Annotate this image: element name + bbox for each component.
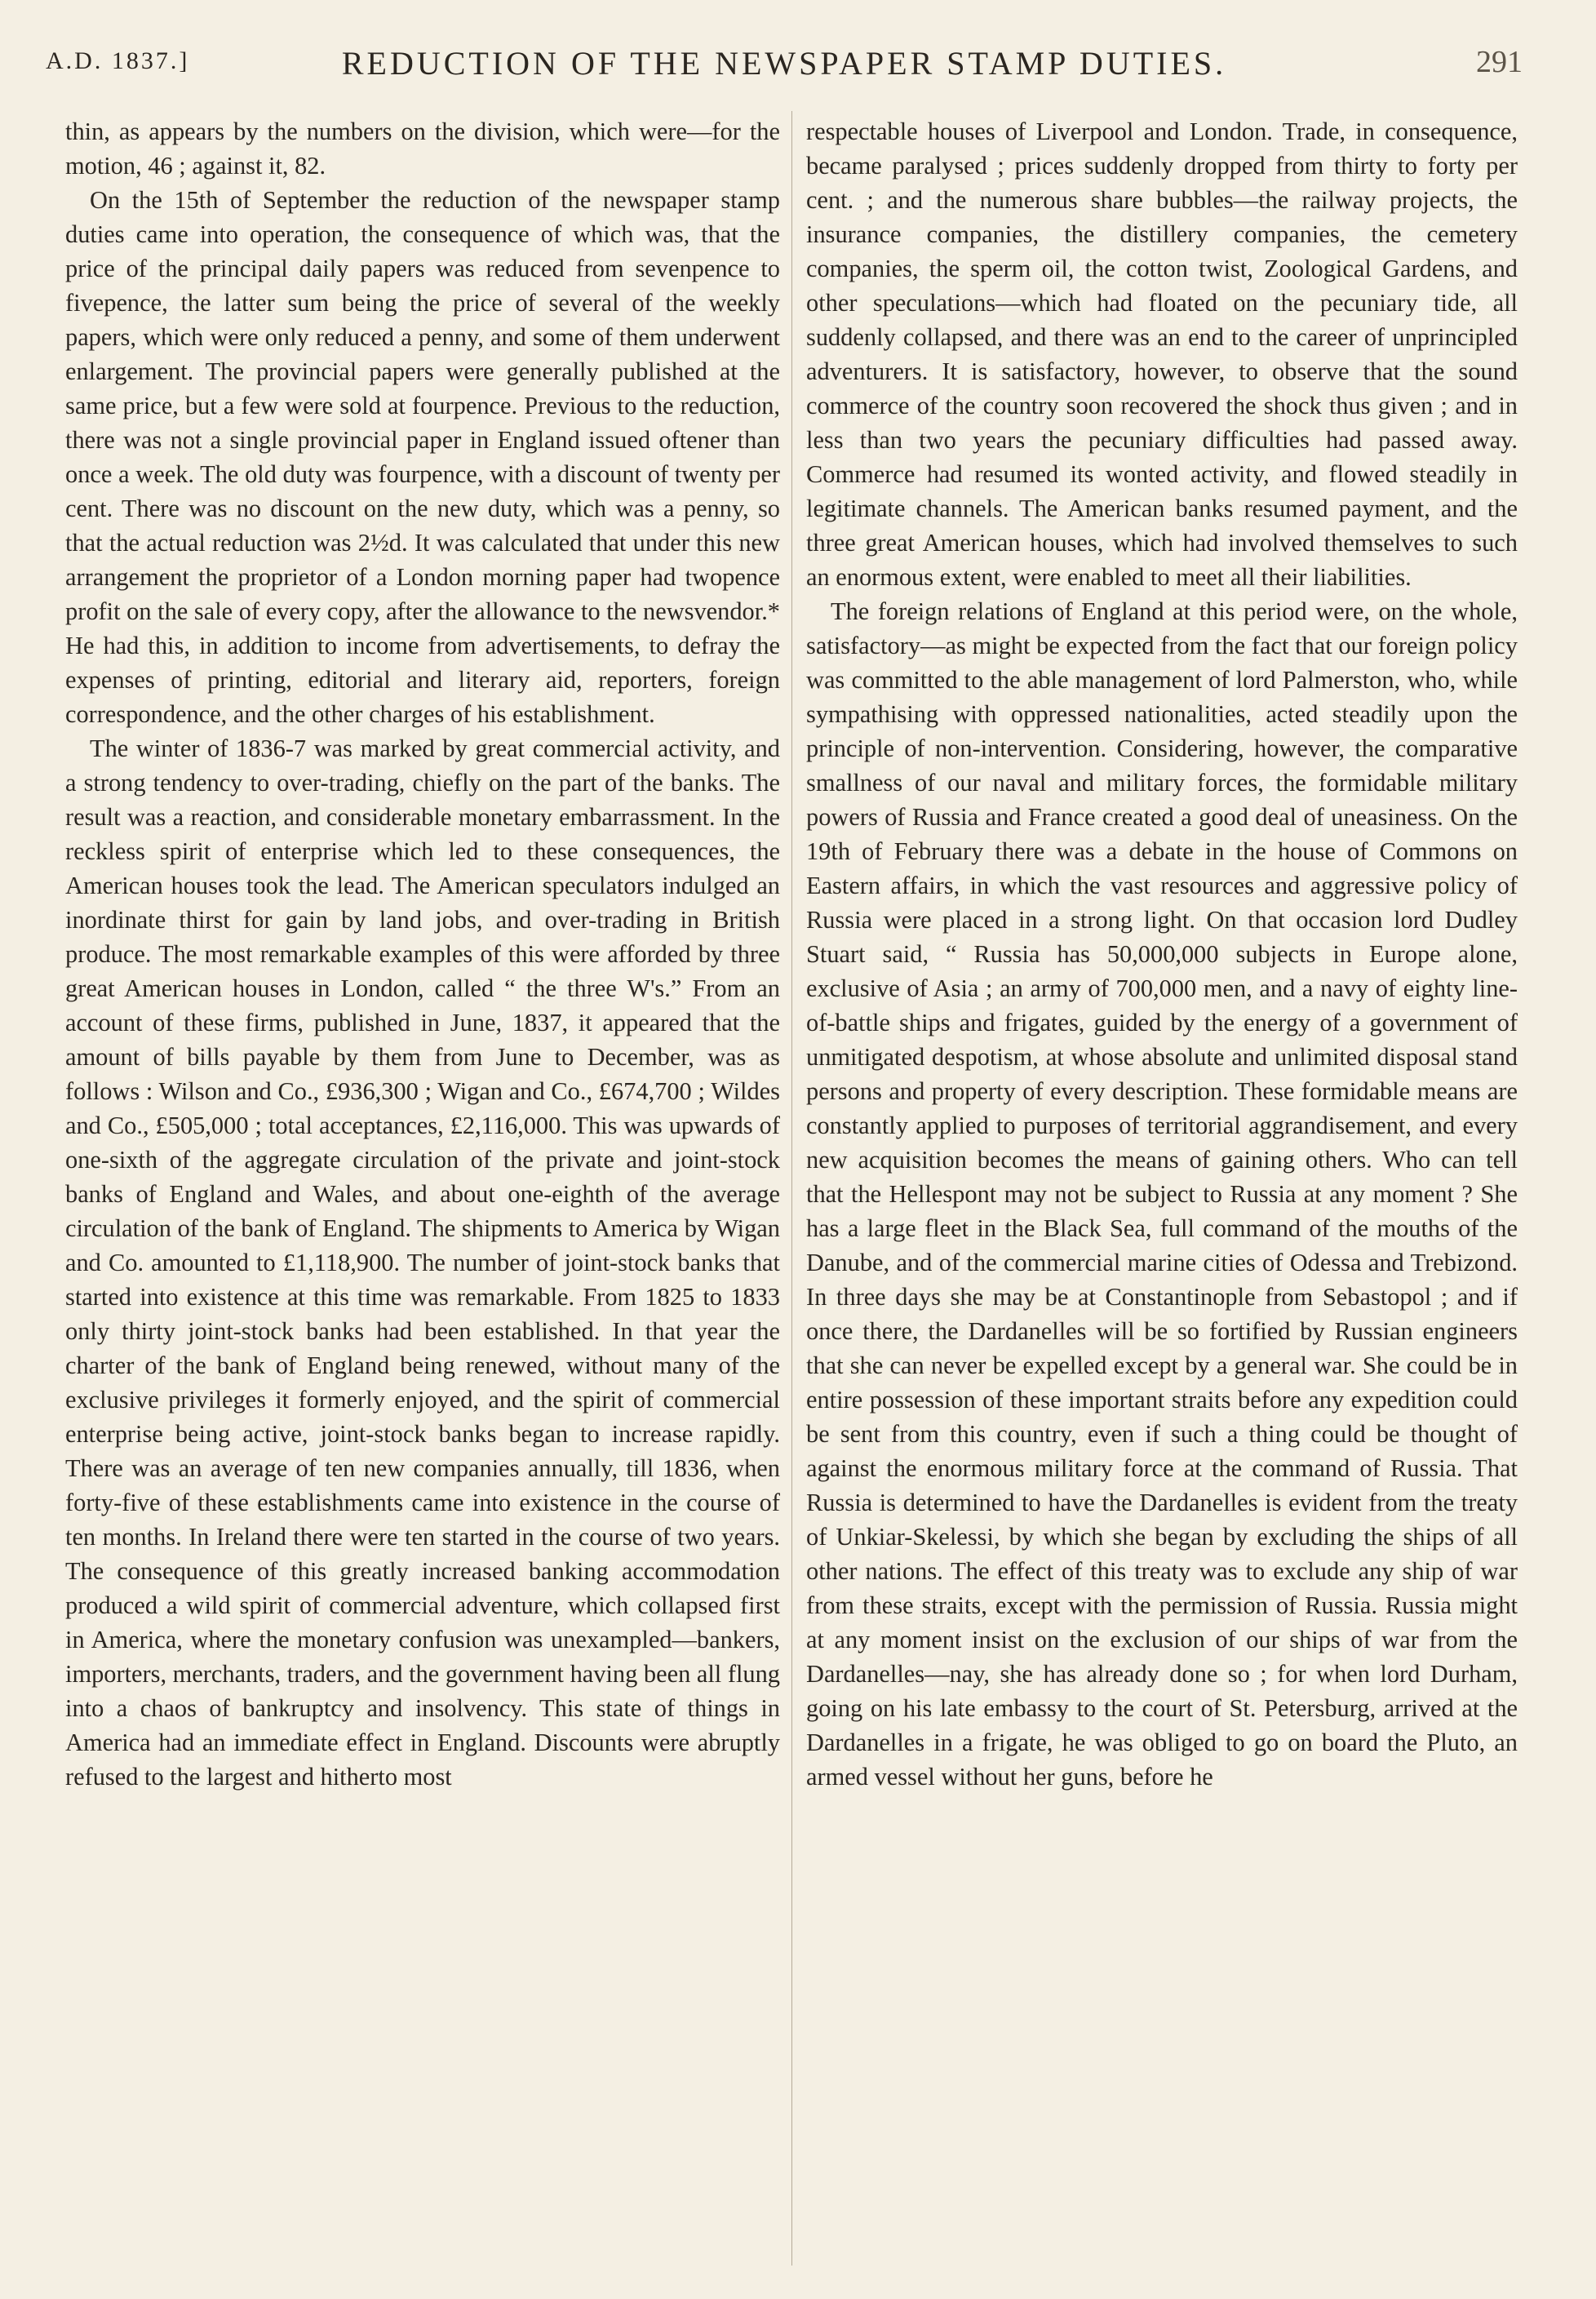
- running-header: [46, 47, 1523, 90]
- page-title: REDUCTION OF THE NEWSPAPER STAMP DUTIES.: [341, 45, 1227, 82]
- paragraph: The winter of 1836-7 was marked by great commercial activity, and a strong tendency to over-trading, chiefly on the part of the banks. The result was a reaction, and considerable monetary embarrassment. In the reckless spirit of enterprise which led to these consequences, the American houses took the lead. The American speculators indulged an inordinate thirst for gain by land jobs, and over-trading in British produce. The most remarkable examples of this were afforded by three great American houses in London, called “ the three W's.” From an account of these firms, published in June, 1837, it appeared that the amount of bills payable by them from June to December, was as follows : Wilson and Co., £936,300 ; Wigan and Co., £674,700 ; Wildes and Co., £505,000 ; total acceptances, £2,116,000. This was upwards of one-sixth of the aggregate circulation of the private and joint-stock banks of England and Wales, and about one-eighth of the average circulation of the bank of England. The shipments to America by Wigan and Co. amounted to £1,118,900. The number of joint-stock banks that started into existence at this time was remarkable. From 1825 to 1833 only thirty joint-stock banks had been established. In that year the charter of the bank of England being renewed, without many of the exclusive privileges it formerly enjoyed, and the spirit of commercial enterprise being active, joint-stock banks began to increase rapidly. There was an average of ten new companies annually, till 1836, when forty-five of these establishments came into existence in the course of ten months. In Ireland there were ten started in the course of two years. The consequence of this greatly increased banking accommodation produced a wild spirit of commercial adventure, which collapsed first in America, where the monetary confusion was unexampled—bankers, importers, merchants, traders, and the government having been all flung into a chaos of bankruptcy and insolvency. This state of things in America had an immediate effect in England. Discounts were abruptly refused to the largest and hitherto most: [65, 735, 780, 1791]
- left-column: [65, 114, 780, 1794]
- right-column: [806, 114, 1518, 1794]
- column-divider: [791, 111, 792, 2266]
- paragraph: respectable houses of Liverpool and London. Trade, in consequence, became paralysed ; prices suddenly dropped from thirty to forty per cent. ; and the numerous share bubbles—the railway projects, the insurance companies, the distillery companies, the cemetery companies, the sperm oil, the cotton twist, Zoological Gardens, and other speculations—which had floated on the pecuniary tide, all suddenly collapsed, and there was an end to the career of unprincipled adventurers. It is satisfactory, however, to observe that the sound commerce of the country soon recovered the shock thus given ; and in less than two years the pecuniary difficulties had passed away. Commerce had resumed its wonted activity, and flowed steadily in legitimate channels. The American banks resumed payment, and the three great American houses, which had involved themselves to such an enormous extent, were enabled to meet all their liabilities.: [806, 118, 1518, 591]
- page-number: 291: [1476, 45, 1523, 79]
- header-date: A.D. 1837.]: [46, 47, 190, 74]
- paragraph: The foreign relations of England at this period were, on the whole, satisfactory—as might be expected from the fact that our foreign policy was committed to the able management of lord Palmerston, who, while sympathising with oppressed nationalities, acted steadily upon the principle of non-intervention. Considering, however, the comparative smallness of our naval and military forces, the formidable military powers of Russia and France created a good deal of uneasiness. On the 19th of February there was a debate in the house of Commons on Eastern affairs, in which the vast resources and aggressive policy of Russia were placed in a strong light. On that occasion lord Dudley Stuart said, “ Russia has 50,000,000 subjects in Europe alone, exclusive of Asia ; an army of 700,000 men, and a navy of eighty line-of-battle ships and frigates, guided by the energy of a government of unmitigated despotism, at whose absolute and unlimited disposal stand persons and property of every description. These formidable means are constantly applied to purposes of territorial aggrandisement, and every new acquisition becomes the means of gaining others. Who can tell that the Hellespont may not be subject to Russia at any moment ? She has a large fleet in the Black Sea, full command of the mouths of the Danube, and of the commercial marine cities of Odessa and Trebizond. In three days she may be at Constantinople from Sebastopol ; and if once there, the Dardanelles will be so fortified by Russian engineers that she can never be expelled except by a general war. She could be in entire possession of these important straits before any expedition could be sent from this country, even if such a thing could be thought of against the enormous military force at the command of Russia. That Russia is determined to have the Dardanelles is evident from the treaty of Unkiar-Skelessi, by which she began by excluding the ships of all other nations. The effect of this treaty was to exclude any ship of war from these straits, except with the permission of Russia. Russia might at any moment insist on the exclusion of our ships of war from the Dardanelles—nay, she has already done so ; for when lord Durham, going on his late embassy to the court of St. Petersburg, arrived at the Dardanelles in a frigate, he was obliged to go on board the Pluto, an armed vessel without her guns, before he: [806, 597, 1518, 1791]
- paragraph: On the 15th of September the reduction of the newspaper stamp duties came into operation, the consequence of which was, that the price of the principal daily papers was reduced from sevenpence to fivepence, the latter sum being the price of several of the weekly papers, which were only reduced a penny, and some of them underwent enlargement. The provincial papers were generally published at the same price, but a few were sold at fourpence. Previous to the reduction, there was not a single provincial paper in England issued oftener than once a week. The old duty was fourpence, with a discount of twenty per cent. There was no discount on the new duty, which was a penny, so that the actual reduction was 2½d. It was calculated that under this new arrangement the proprietor of a London morning paper had twopence profit on the sale of every copy, after the allowance to the newsvendor.* He had this, in addition to income from advertisements, to defray the expenses of printing, editorial and literary aid, reporters, foreign correspondence, and the other charges of his establishment.: [65, 186, 780, 728]
- paragraph: thin, as appears by the numbers on the division, which were—for the motion, 46 ; against it, 82.: [65, 118, 780, 180]
